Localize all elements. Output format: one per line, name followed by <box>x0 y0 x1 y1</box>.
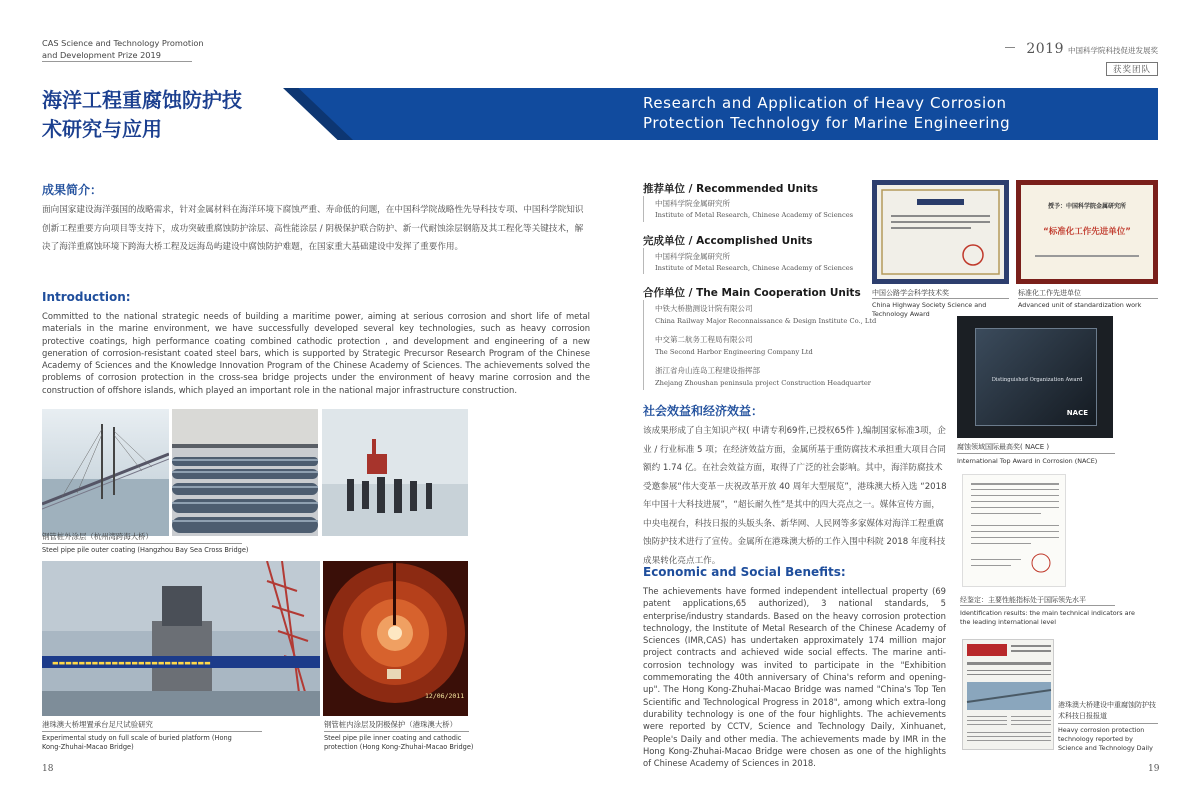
award4-caption-cn: 经鉴定：主要性能指标处于国际领先水平 <box>960 596 1086 604</box>
title-en-line-2: Protection Technology for Marine Engineering <box>643 114 1011 132</box>
accomplished-units-heading: 完成单位 / Accomplished Units <box>643 235 813 247</box>
caption-photo2-cn: 港珠澳大桥埋置承台足尺试验研究 <box>42 720 153 729</box>
recommended-units-bar <box>643 196 644 222</box>
photo-pipe-piles-yard <box>172 409 318 536</box>
caption-photo2-en: Experimental study on full scale of buried platform (Hong Kong-Zhuhai-Macao Bridge) <box>42 734 232 751</box>
award3-caption-en: International Top Award in Corrosion (NACE) <box>957 457 1098 465</box>
coop-unit-2-en: The Second Harbor Engineering Company Ltd <box>655 348 813 356</box>
coop-unit-2-cn: 中交第二航务工程局有限公司 <box>655 335 753 344</box>
coop-unit-1-en: China Railway Major Reconnaissance & Design Institute Co., Ltd <box>655 317 877 325</box>
award4-caption-en: Identification results: the main technical indicators are the leading international level <box>960 609 1135 626</box>
summary-heading-en: Introduction: <box>42 290 131 304</box>
summary-body-en: Committed to the national strategic needs of building a maritime power, aiming at serious corrosion and short life of metal materials in the marine environment, we have successfully developed several key technologies, such as heavy corrosion protective coatings, high performance coating combined cathodic protection , and development and engineering of a new generation of corrosion-resistant coated steel bars, which is supported by Strategic Precursor Research Program of the Chinese Academy of Sciences and the Knowledge Innovation Program of the Chinese Academy of Sciences. The achievements solved the problems of corrosion protection in the cross-sea bridge projects under the environment of heavy marine corrosion and the construction of offshore islands, which played an important role in the national major infrastructure construction. <box>42 311 590 395</box>
identification-document <box>962 474 1066 587</box>
recommended-units-heading: 推荐单位 / Recommended Units <box>643 183 818 195</box>
accomplished-units-bar <box>643 248 644 274</box>
header-line-2: and Development Prize 2019 <box>42 50 161 60</box>
newspaper-clipping <box>962 639 1054 750</box>
benefits-heading-cn: 社会效益和经济效益： <box>643 404 764 418</box>
title-english <box>643 93 1143 133</box>
header-rule-right <box>1005 47 1015 48</box>
award3-text: Distinguished Organization Award <box>991 377 1083 383</box>
award2-caption-en: Advanced unit of standardization work <box>1018 301 1142 309</box>
summary-heading-cn: 成果简介： <box>42 183 103 197</box>
award1-caption-cn: 中国公路学会科学技术奖 <box>872 289 949 297</box>
award3-caption-cn: 腐蚀领域国际最高奖( NACE ) <box>957 443 1050 451</box>
award1-caption-en: China Highway Society Science and Technology Award <box>872 301 987 318</box>
caption-photo3-cn: 钢管桩内涂层及阴极保护（港珠澳大桥） <box>324 720 458 729</box>
award5-caption-cn: 港珠澳大桥建设中重腐蚀防护技术科技日报报道 <box>1058 701 1156 720</box>
award-nace-photo <box>957 316 1113 438</box>
award3-rule <box>957 453 1115 454</box>
header-rule <box>42 61 192 62</box>
award-highway-certificate <box>872 180 1009 284</box>
header-team-badge: 获奖团队 <box>1106 62 1158 76</box>
cooperation-units-heading: 合作单位 / The Main Cooperation Units <box>643 287 861 299</box>
coop-unit-3-en: Zhejang Zhoushan peninsula project Construction Headquarter <box>655 379 871 387</box>
caption-rule-1 <box>42 543 242 544</box>
award-standardization-certificate <box>1016 180 1158 284</box>
header-line-1: CAS Science and Technology Promotion <box>42 38 204 48</box>
caption-photo1-en: Steel pipe pile outer coating (Hangzhou Bay Sea Cross Bridge) <box>42 546 249 554</box>
caption-rule-3 <box>324 731 469 732</box>
photo-date-stamp: 12/06/2011 <box>425 692 465 700</box>
accomplished-unit-en: Institute of Metal Research, Chinese Academy of Sciences <box>655 264 854 272</box>
award5-rule <box>1058 723 1158 724</box>
accomplished-unit-cn: 中国科学院金属研究所 <box>655 252 730 261</box>
award4-rule <box>960 605 1115 606</box>
title-en-line-1: Research and Application of Heavy Corrosion <box>643 94 1007 112</box>
award2-caption-cn: 标准化工作先进单位 <box>1018 289 1081 297</box>
photo-test-platform <box>42 561 320 716</box>
caption-photo1-cn: 钢管桩外涂层（杭州湾跨海大桥） <box>42 532 153 541</box>
award5-caption-en: Heavy corrosion protection technology reported by Science and Technology Daily <box>1058 726 1153 752</box>
running-header-right <box>1026 38 1158 76</box>
award3-logo: NACE <box>1066 409 1088 417</box>
award2-title: “标准化工作先进单位” <box>1043 227 1131 237</box>
title-chinese <box>42 86 282 144</box>
caption-rule-2 <box>42 731 262 732</box>
coop-unit-3-cn: 浙江省舟山连岛工程建设指挥部 <box>655 366 760 375</box>
running-header-left <box>42 37 262 61</box>
caption-photo3-en: Steel pipe pile inner coating and cathodic protection (Hong Kong-Zhuhai-Macao Bridge) <box>324 734 474 751</box>
page-number-left: 18 <box>42 764 54 774</box>
benefits-body-en: The achievements have formed independent intellectual property (69 patent applications,65 authorized), 3 national standards, 5 enterprise/industry standards. Based on the heavy corrosion protection technology, the Institute of Metal Research of the Chinese Academy of Sciences (IMR,CAS) has undertaken approximately 174 million major project contracts and achieved wide social effects. The marine anti-corrosion technology was invited to participate in the "Exhibition commemorating the 40th anniversary of China's reform and opening-up". The Hong Kong-Zhuhai-Macao Bridge was named "China's Top Ten Scientific and Technological Progress in 2018", among which extra-long durability technology is one of the four highlights. The achievements were reported by CCTV, Science and Technology Daily, Xinhuanet, People's Daily and other media. The achievements made by IMR in the Hong Kong-Zhuhai-Macao Bridge were chosen as one of the highlights of Chinese Academy of Sciences in 2018. <box>643 586 946 769</box>
cooperation-units-bar <box>643 300 644 390</box>
header-year: 2019 <box>1026 41 1064 57</box>
photo-piles-in-sea <box>322 409 468 536</box>
title-cn-line-2: 术研究与应用 <box>42 117 162 141</box>
photo-bridge-sea <box>42 409 169 536</box>
award2-rule <box>1018 298 1158 299</box>
header-org: 中国科学院科技促进发展奖 <box>1068 46 1158 55</box>
recommended-unit-cn: 中国科学院金属研究所 <box>655 199 730 208</box>
award2-recipient: 授予：中国科学院金属研究所 <box>1047 203 1126 210</box>
title-cn-line-1: 海洋工程重腐蚀防护技 <box>42 88 242 112</box>
benefits-body-cn: 该成果形成了自主知识产权( 申请专利69件,已授权65件 ),编制国家标准3项，企业 / 行业标准 5 项；在经济效益方面，金属所基于重防腐技术承担重大项目合同额约 1.74 亿。在社会效益方面，取得了广泛的社会影响。其中，海洋防腐技术受邀参展“伟大变革－庆祝改革开放 40 周年大型展览”，港珠澳大桥入选 “2018 年中国十大科技进展”，“超长耐久性”是其中的四大亮点之一。媒体宣传方面，中央电视台，科技日报的头版头条、新华网、人民网等多家媒体对海洋工程重腐蚀防护技术进行了宣传。金属所在港珠澳大桥的工作入围中科院 2018 年度科技成果转化亮点工作。 <box>643 426 947 566</box>
summary-body-cn: 面向国家建设海洋强国的战略需求，针对金属材料在海洋环境下腐蚀严重、寿命低的问题，在中国科学院战略性先导科技专项、中国科学院知识创新工程重要方向项目等支持下，成功突破重腐蚀防护涂层、高性能涂层 / 阴极保护联合防护、新一代耐蚀涂层钢筋及其工程化等关键技术，解决了海洋重腐蚀环境下跨海大桥工程及远海岛屿建设中腐蚀防护难题，在国家重大基础建设中发挥了重要作用。 <box>42 205 584 252</box>
recommended-unit-en: Institute of Metal Research, Chinese Academy of Sciences <box>655 211 854 219</box>
coop-unit-1-cn: 中铁大桥勘测设计院有限公司 <box>655 304 753 313</box>
svg-text:▬▬▬▬▬▬▬▬▬▬▬▬▬▬▬▬▬▬▬▬▬▬▬▬: ▬▬▬▬▬▬▬▬▬▬▬▬▬▬▬▬▬▬▬▬▬▬▬▬ <box>52 659 211 667</box>
award1-rule <box>872 298 1009 299</box>
benefits-heading-en: Economic and Social Benefits: <box>643 565 846 579</box>
page-number-right: 19 <box>1148 764 1160 774</box>
